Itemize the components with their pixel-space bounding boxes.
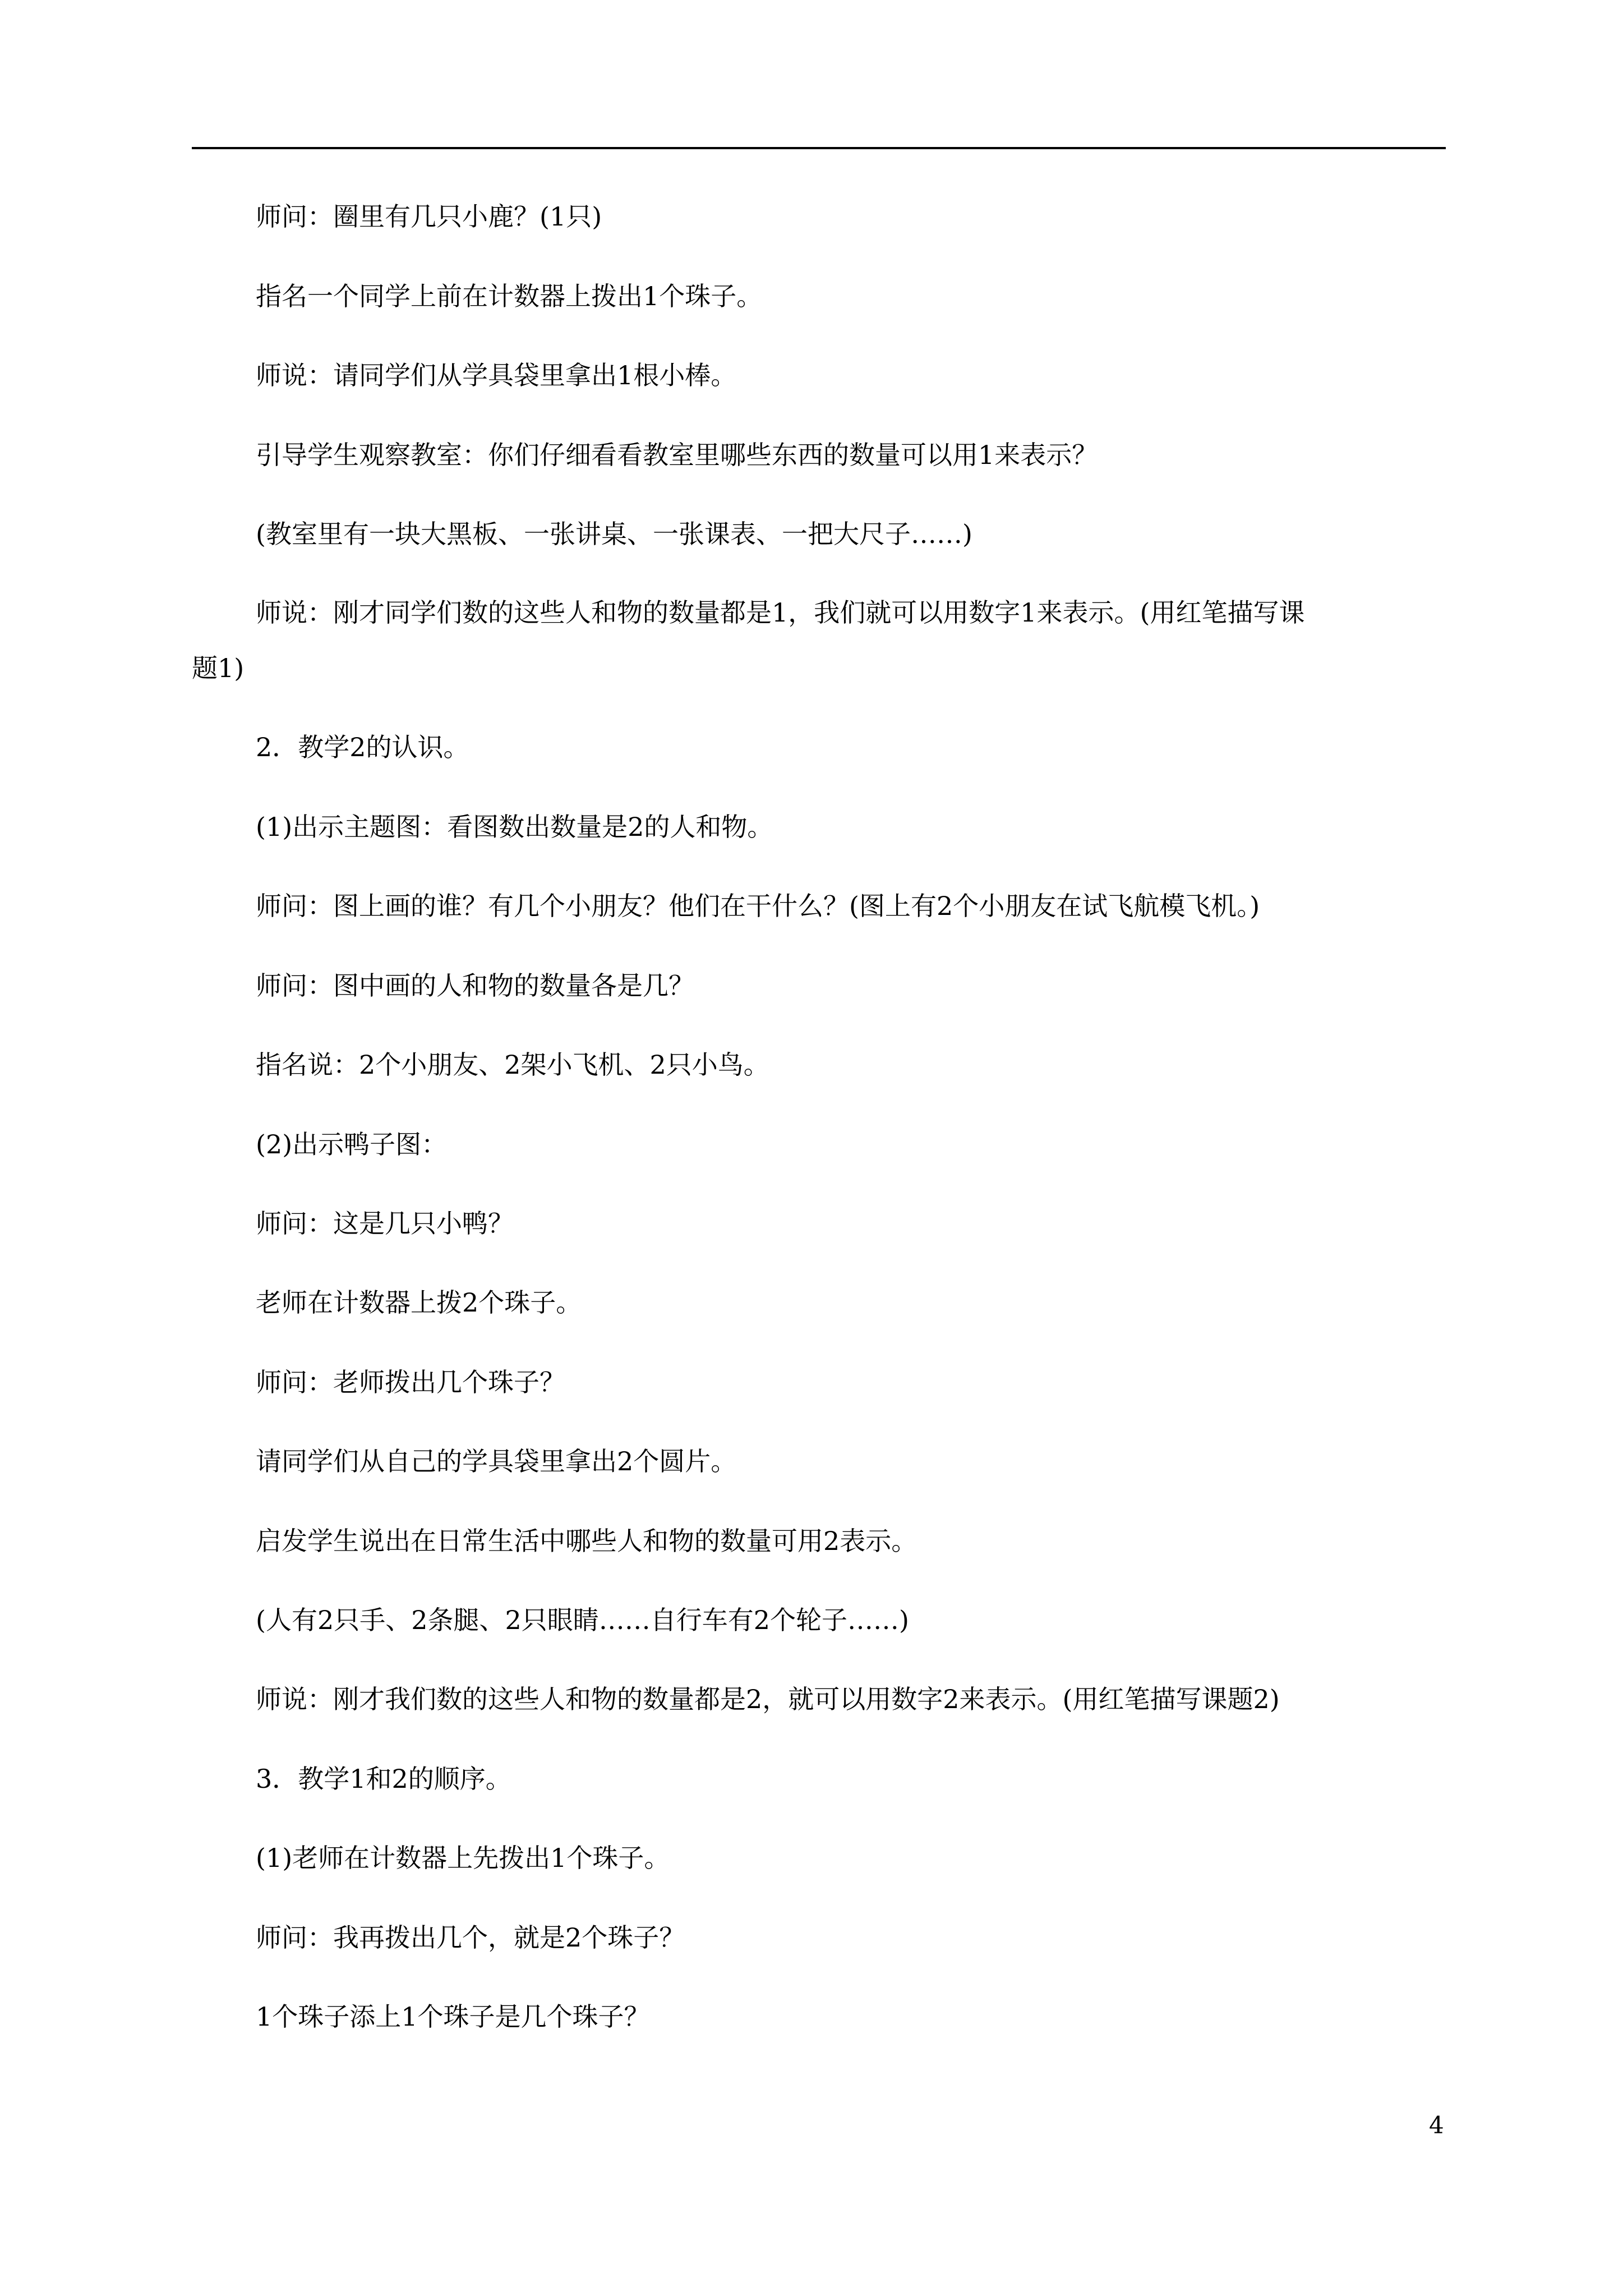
paragraph-2: 指名一个同学上前在计数器上拨出1个珠子。 (256, 281, 763, 311)
paragraph-14: 老师在计数器上拨2个珠子。 (256, 1287, 582, 1318)
paragraph-1: 师问：圈里有几只小鹿？(1只) (256, 201, 602, 232)
paragraph-8: (1)出示主题图：看图数出数量是2的人和物。 (256, 812, 773, 842)
header-rule (192, 147, 1446, 149)
paragraph-9: 师问：图上画的谁？有几个小朋友？他们在干什么？(图上有2个小朋友在试飞航模飞机。) (256, 891, 1260, 921)
paragraph-18: (人有2只手、2条腿、2只眼睛……自行车有2个轮子……) (256, 1605, 909, 1635)
paragraph-15: 师问：老师拨出几个珠子？ (256, 1367, 565, 1397)
paragraph-4: 引导学生观察教室：你们仔细看看教室里哪些东西的数量可以用1来表示？ (256, 440, 1098, 470)
paragraph-23: 1个珠子添上1个珠子是几个珠子？ (256, 2001, 650, 2032)
paragraph-10: 师问：图中画的人和物的数量各是几？ (256, 970, 694, 1001)
paragraph-20: 3．教学1和2的顺序。 (256, 1764, 511, 1794)
paragraph-5: (教室里有一块大黑板、一张讲桌、一张课表、一把大尺子……) (256, 519, 972, 549)
paragraph-13: 师问：这是几只小鸭？ (256, 1208, 514, 1239)
paragraph-16: 请同学们从自己的学具袋里拿出2个圆片。 (256, 1446, 737, 1476)
paragraph-3: 师说：请同学们从学具袋里拿出1根小棒。 (256, 360, 737, 390)
paragraph-11: 指名说：2个小朋友、2架小飞机、2只小鸟。 (256, 1050, 769, 1080)
paragraph-17: 启发学生说出在日常生活中哪些人和物的数量可用2表示。 (256, 1526, 917, 1556)
paragraph-21: (1)老师在计数器上先拨出1个珠子。 (256, 1843, 670, 1873)
paragraph-19: 师说：刚才我们数的这些人和物的数量都是2，就可以用数字2来表示。(用红笔描写课题2) (256, 1684, 1280, 1714)
paragraph-22: 师问：我再拨出几个，就是2个珠子？ (256, 1922, 685, 1953)
page-number: 4 (1429, 2111, 1444, 2139)
paragraph-7: 2．教学2的认识。 (256, 732, 469, 762)
paragraph-12: (2)出示鸭子图： (256, 1129, 448, 1159)
paragraph-6-continuation: 题1) (192, 653, 245, 683)
paragraph-6: 师说：刚才同学们数的这些人和物的数量都是1，我们就可以用数字1来表示。(用红笔描写课 (256, 597, 1305, 628)
